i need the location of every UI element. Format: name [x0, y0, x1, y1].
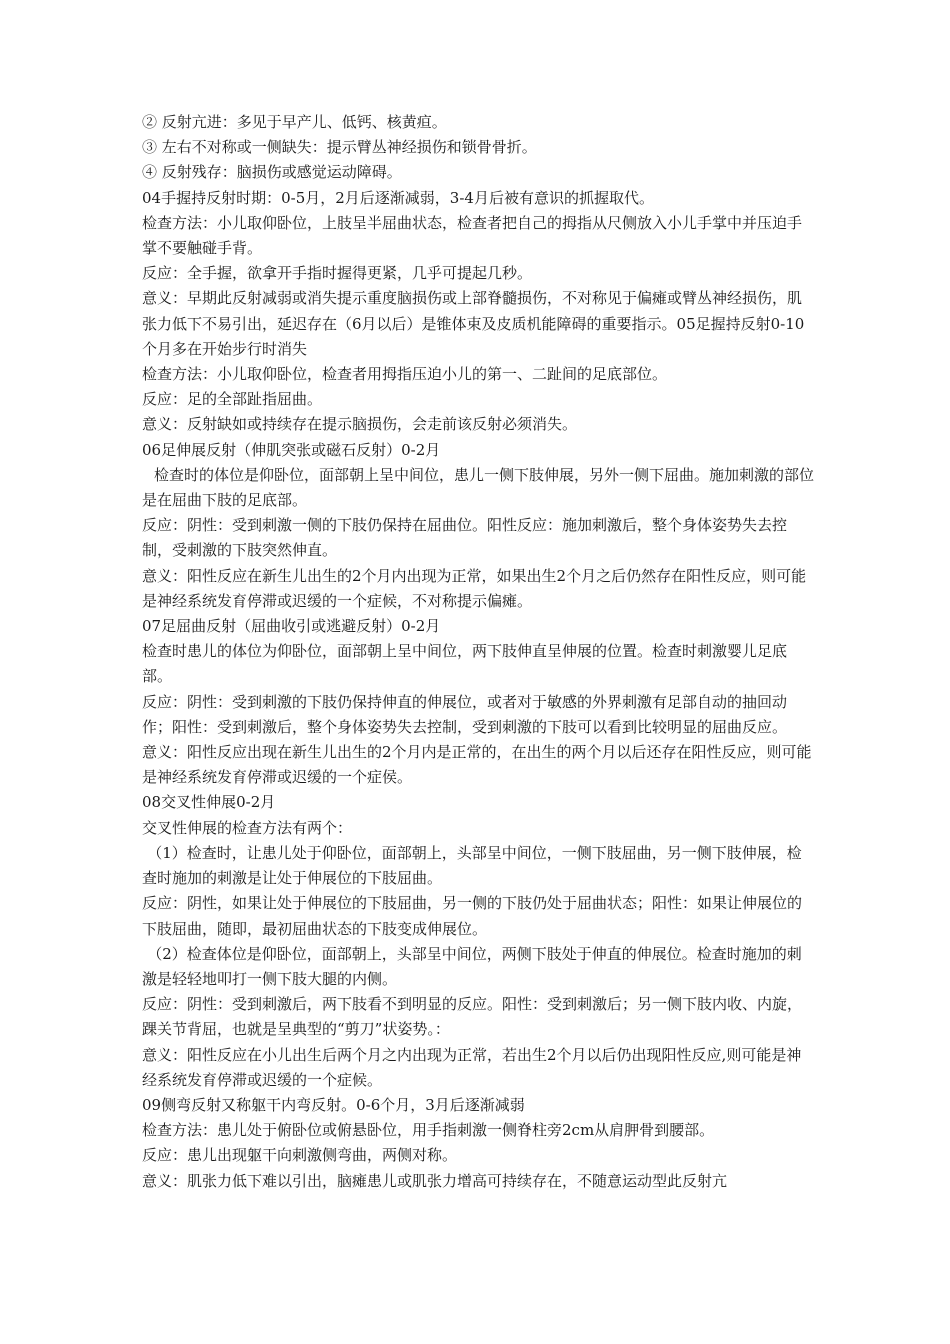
list-item: ③ 左右不对称或一侧缺失：提示臂丛神经损伤和锁骨骨折。	[142, 138, 537, 157]
section-heading: 04手握持反射时期：0-5月，2月后逐渐减弱，3-4月后被有意识的抓握取代。	[142, 188, 654, 207]
paragraph: 意义：阳性反应在新生儿出生的2个月内出现为正常，如果出生2个月之后仍然存在阳性反应，则可能是神经系统发育停滞或迟缓的一个症候，不对称提示偏瘫。	[142, 566, 807, 610]
paragraph: （1）检查时，让患儿处于仰卧位，面部朝上，头部呈中间位，一侧下肢屈曲，另一侧下肢伸展，检查时施加的刺激是让处于伸展位的下肢屈曲。	[142, 843, 802, 888]
paragraph: 意义：反射缺如或持续存在提示脑损伤，会走前该反射必须消失。	[142, 415, 578, 434]
section-heading: 06足伸展反射（伸肌突张或磁石反射）0-2月	[142, 440, 441, 459]
paragraph: 检查方法：小儿取仰卧位，上肢呈半屈曲状态，检查者把自己的拇指从尺侧放入小儿手掌中并压迫手掌不要触碰手背。	[142, 213, 803, 258]
paragraph: 交叉性伸展的检查方法有两个：	[142, 818, 353, 837]
paragraph: （2）检查体位是仰卧位，面部朝上，头部呈中间位，两侧下肢处于伸直的伸展位。检查时施加的刺激是轻轻地叩打一侧下肢大腿的内侧。	[142, 944, 802, 988]
paragraph: 反应：患儿出现躯干向刺激侧弯曲，两侧对称。	[142, 1146, 458, 1165]
paragraph: 意义：早期此反射减弱或消失提示重度脑损伤或上部脊髓损伤，不对称见于偏瘫或臂丛神经损伤，肌张力低下不易引出，延迟存在（6月以后）是锥体束及皮质机能障碍的重要指示。05足握持反射0-10个月多在开始步行时消失	[142, 289, 805, 358]
section-heading: 08交叉性伸展0-2月	[142, 793, 276, 812]
paragraph: 反应：阴性，如果让处于伸展位的下肢屈曲，另一侧的下肢仍处于屈曲状态；阳性：如果让伸展位的下肢屈曲，随即，最初屈曲状态的下肢变成伸展位。	[142, 894, 803, 938]
paragraph: 意义：阳性反应出现在新生儿出生的2个月内是正常的，在出生的两个月以后还存在阳性反应，则可能是神经系统发育停滞或迟缓的一个症侯。	[142, 743, 812, 787]
paragraph: 检查时的体位是仰卧位，面部朝上呈中间位，患儿一侧下肢伸展，另外一侧下屈曲。施加刺激的部位是在屈曲下肢的足底部。	[142, 465, 815, 510]
paragraph: 反应：足的全部趾指屈曲。	[142, 390, 323, 409]
section-heading: 07足屈曲反射（屈曲收引或逃避反射）0-2月	[142, 617, 441, 636]
list-item: ④ 反射残存：脑损伤或感觉运动障碍。	[142, 163, 402, 182]
paragraph: 反应：阴性：受到刺激后，两下肢看不到明显的反应。阳性：受到刺激后；另一侧下肢内收、内旋，踝关节背屈，也就是呈典型的“剪刀”状姿势。：	[142, 995, 803, 1039]
paragraph: 检查时患儿的体位为仰卧位，面部朝上呈中间位，两下肢伸直呈伸展的位置。检查时刺激婴儿足底部。	[142, 642, 788, 686]
paragraph: 反应：阴性：受到刺激的下肢仍保持伸直的伸展位，或者对于敏感的外界刺激有足部自动的抽回动作；阳性：受到刺激后，整个身体姿势失去控制，受到刺激的下肢可以看到比较明显的屈曲反应。	[142, 692, 788, 736]
paragraph: 意义：阳性反应在小儿出生后两个月之内出现为正常，若出生2个月以后仍出现阳性反应,则可能是神经系统发育停滞或迟缓的一个症候。	[142, 1045, 802, 1089]
list-item: ② 反射亢进：多见于早产儿、低钙、核黄疸。	[142, 113, 447, 131]
paragraph: 意义：肌张力低下难以引出，脑瘫患儿或肌张力增高可持续存在，不随意运动型此反射亢	[142, 1171, 728, 1190]
paragraph: 反应：全手握，欲拿开手指时握得更紧，几乎可提起几秒。	[142, 264, 533, 283]
document-body	[142, 110, 814, 1194]
paragraph: 检查方法：小儿取仰卧位，检查者用拇指压迫小儿的第一、二趾间的足底部位。	[142, 365, 668, 384]
paragraph: 反应：阴性：受到刺激一侧的下肢仍保持在屈曲位。阳性反应：施加刺激后，整个身体姿势失去控制，受刺激的下肢突然伸直。	[142, 516, 788, 560]
paragraph: 检查方法：患儿处于俯卧位或俯悬卧位，用手指刺激一侧脊柱旁2cm从肩胛骨到腰部。	[142, 1121, 715, 1140]
section-heading: 09侧弯反射又称躯干内弯反射。0-6个月，3月后逐渐减弱	[142, 1095, 525, 1114]
